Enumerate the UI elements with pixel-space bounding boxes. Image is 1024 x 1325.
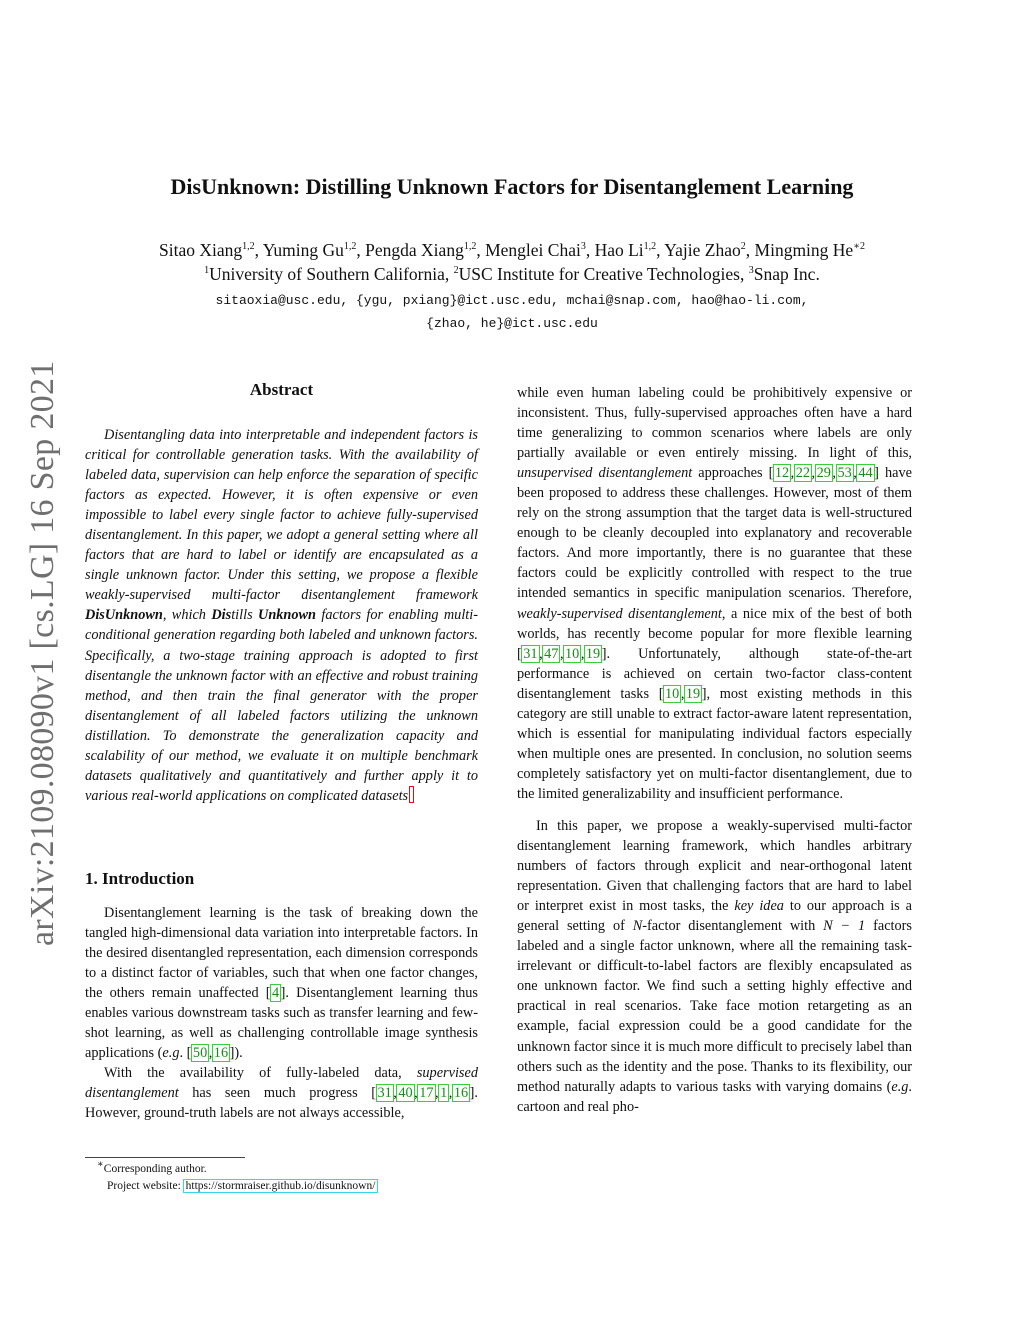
citation-link[interactable]: 29	[816, 465, 831, 482]
author-affiliation-mark: 1,2	[463, 241, 477, 253]
citation-link[interactable]: 31	[377, 1085, 392, 1102]
project-website-link[interactable]: https://stormraiser.github.io/disunknown/	[185, 1180, 376, 1192]
affiliation: Snap Inc.	[753, 264, 820, 284]
author-affiliation-mark: 2	[740, 241, 746, 253]
footnote-website: Project website: https://stormraiser.github.io/disunknown/	[107, 1180, 376, 1192]
citation-link[interactable]: 19	[685, 685, 701, 702]
citation-link[interactable]: 4	[272, 985, 280, 1002]
author-affiliation-mark: 1,2	[242, 241, 255, 253]
affiliation-list	[0, 264, 1024, 285]
section-heading-introduction: 1. Introduction	[85, 869, 195, 888]
footnote-corresponding: ∗Corresponding author.	[97, 1159, 207, 1175]
citation-link[interactable]: 22	[795, 465, 811, 482]
citation-link[interactable]: 16	[453, 1085, 469, 1102]
email-line-1: sitaoxia@usc.edu, {ygu, pxiang}@ict.usc.edu, mchai@snap.com, hao@hao-li.com,	[215, 293, 809, 308]
author: Hao Li	[594, 240, 644, 260]
affiliation-number: 3	[748, 265, 754, 277]
affiliation-number: 1	[204, 265, 210, 277]
abstract-body	[85, 425, 478, 806]
citation-link[interactable]: 12	[774, 465, 790, 482]
footnote-rule	[85, 1157, 245, 1158]
citation-link[interactable]: 10	[665, 685, 680, 702]
citation-link[interactable]: 31	[523, 645, 538, 662]
right-column	[517, 383, 912, 1117]
footnote-link-marker[interactable]	[410, 787, 413, 802]
paper-title: DisUnknown: Distilling Unknown Factors for Disentanglement Learning	[170, 174, 854, 199]
intro-paragraph: With the availability of fully-labeled data, supervised disentanglement has seen much progress [ 31 , 40 , 17 , 1 , 16 ]. However, ground-truth labels are not always accessible,	[85, 1065, 478, 1122]
citation-link[interactable]: 16	[213, 1045, 229, 1062]
affiliation-number: 2	[453, 265, 459, 277]
author: Pengda Xiang	[365, 240, 464, 260]
author-list: Sitao Xiang$^{1,2}$, Yuming Gu$^{1,2}$, Pengda Xiang$^{1,2}$, Menglei Chai$^3$, Hao Li$^{1,2}$, Yajie Zhao$^2$, Mingming $He^{∗2}$	[158, 240, 865, 260]
citation-link[interactable]: 10	[565, 645, 580, 662]
citation-link[interactable]: 17	[419, 1085, 434, 1102]
author-affiliation-mark: 3	[580, 241, 586, 253]
author-affiliation-mark: 1,2	[343, 241, 357, 253]
citation-link[interactable]: 47	[544, 645, 559, 662]
author: Yuming Gu	[262, 240, 344, 260]
affiliation: University of Southern California,	[209, 264, 454, 284]
author-affiliation-mark: ∗2	[853, 241, 865, 253]
author: Sitao Xiang	[158, 240, 243, 260]
citation-link[interactable]: 44	[858, 465, 873, 482]
author: Menglei Chai	[485, 240, 581, 260]
author-affiliation-mark: 1,2	[643, 241, 657, 253]
citation-link[interactable]: 50	[192, 1045, 208, 1062]
citation-link[interactable]: 53	[837, 465, 852, 482]
abstract-heading: Abstract	[249, 380, 314, 399]
arxiv-identifier: arXiv:2109.08090v1 [cs.LG] 16 Sep 2021	[24, 360, 61, 946]
abstract-paragraph: Disentangling data into interpretable and independent factors is critical for controllable generation tasks. With the availability of labeled data, supervision can help enforce the separation of specific factors as expected. However, it is often expensive or even impossible to label every single factor to achieve fully-supervised disentanglement. In this paper, we adopt a general setting where all factors that are hard to label or identify are encapsulated as a single unknown factor. Under this setting, we propose a flexible weakly-supervised multi-factor disentanglement framework DisUnknown, which Distills Unknown factors for enabling multi-conditional generation regarding both labeled and unknown factors. Specifically, a two-stage training approach is adopted to first disentangle the unknown factor with an effective and robust training method, and then train the final generator with the proper disentanglement of all labeled factors utilizing the unknown distillation. To demonstrate the generalization capacity and scalability of our method, we evaluate it on multiple benchmark datasets qualitatively and quantitatively and further apply it to various real-world applications on complicated datasets	[85, 427, 479, 804]
citation-link[interactable]: 19	[585, 645, 601, 662]
intro-paragraph: In this paper, we propose a weakly-supervised multi-factor disentanglement learning framework, which handles arbitrary numbers of factors through explicit and near-orthogonal latent representation. Given that challenging factors that are hard to label or interpret exist in most tasks, the key idea to our approach is a general setting of N-factor disentanglement with N − 1 factors labeled and a single factor unknown, where all the remaining task-irrelevant or difficult-to-label factors are flexibly encapsulated as one unknown factor. We find such a setting highly effective and practical in real scenarios. Take face motion retargeting as an example, facial expression could be a good candidate for the unknown factor since it is much more difficult to precisely label than others such as the identity and the pose. Thanks to its flexibility, our method naturally adapts to various tasks with varying domains (e.g. cartoon and real pho-	[517, 817, 912, 1115]
intro-paragraph: Disentanglement learning is the task of breaking down the tangled high-dimensional data variation into interpretable factors. In the desired disentangled representation, each dimension corresponds to a distinct factor of variables, such that when one factor changes, the others remain unaffected [ 4 ]. Disentanglement learning thus enables various downstream tasks such as transfer learning and few-shot learning, as well as challenging controllable image synthesis applications (e.g. [ 50 , 16 ]).	[85, 905, 478, 1062]
affiliation: USC Institute for Creative Technologies,	[458, 264, 749, 284]
citation-link[interactable]: 1	[440, 1085, 448, 1102]
email-line-2: {zhao, he}@ict.usc.edu	[426, 316, 598, 331]
author: Mingming He	[754, 240, 854, 260]
citation-link[interactable]: 40	[398, 1085, 413, 1102]
intro-paragraph: while even human labeling could be prohibitively expensive or inconsistent. Thus, fully-supervised approaches often have a hard time generalizing to common scenarios where labels are only partially available or even entirely missing. In light of this, unsupervised disentanglement approaches [ 12 , 22 , 29 , 53 , 44 ] have been proposed to address these challenges. However, most of them rely on the strong assumption that the target data is well-structured enough to be cleanly decoupled into explanatory and recoverable factors. And more importantly, there is no guarantee that these factors could be explicitly controlled with respect to the true intended semantics in specific manipulation scenarios. Therefore, weakly-supervised disentanglement, a nice mix of the best of both worlds, has recently become popular for more flexible learning [ 31 , 47 , 10 , 19 ]. Unfortunately, although state-of-the-art performance is achieved on certain two-factor class-content disentanglement tasks [ 10 , 19 ], most existing methods in this category are still unable to extract factor-aware latent representation, which is essential for manipulating individual factors especially when multiple ones are presented. In conclusion, no solution seems completely satisfactory yet on multi-factor disentanglement, due to the limited generalizability and insufficient performance.	[517, 385, 913, 802]
author: Yajie Zhao	[664, 240, 741, 260]
introduction-left-column	[85, 903, 478, 1124]
